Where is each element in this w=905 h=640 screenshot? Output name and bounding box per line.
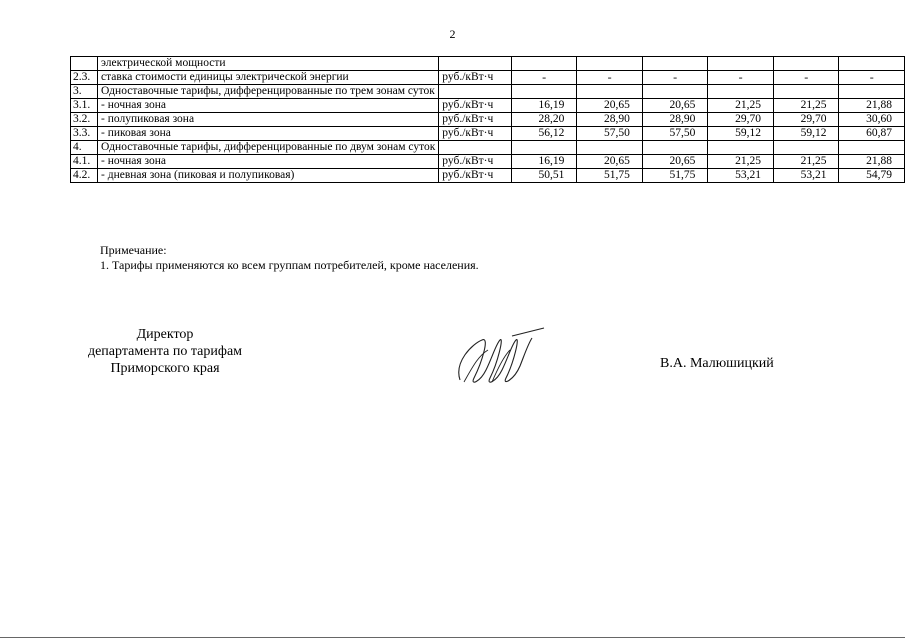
value-cell: 59,12 <box>708 127 774 141</box>
signer-title-line3: Приморского края <box>110 361 220 376</box>
value-cell: 56,12 <box>511 127 577 141</box>
value-cell: 16,19 <box>511 155 577 169</box>
row-index <box>71 57 98 71</box>
value-cell <box>839 57 905 71</box>
value-cell <box>511 57 577 71</box>
row-label: - пиковая зона <box>98 127 439 141</box>
row-index: 4.1. <box>71 155 98 169</box>
row-index: 2.3. <box>71 71 98 85</box>
table-row <box>71 155 905 169</box>
value-cell <box>642 57 708 71</box>
note <box>100 243 479 273</box>
empty-cell <box>577 85 643 99</box>
value-cell: 29,70 <box>773 113 839 127</box>
row-label: - дневная зона (пиковая и полупиковая) <box>98 169 439 183</box>
value-cell <box>708 57 774 71</box>
empty-cell <box>839 85 905 99</box>
note-text: 1. Тарифы применяются ко всем группам потребителей, кроме населения. <box>100 258 479 272</box>
row-label: - ночная зона <box>98 99 439 113</box>
row-index: 3.1. <box>71 99 98 113</box>
table-row <box>71 85 905 99</box>
value-cell: 51,75 <box>642 169 708 183</box>
unit-cell: руб./кВт·ч <box>439 99 512 113</box>
signer-title-line1: Директор <box>136 327 194 342</box>
empty-cell <box>773 141 839 155</box>
table-row <box>71 169 905 183</box>
value-cell: 21,88 <box>839 99 905 113</box>
value-cell: 53,21 <box>708 169 774 183</box>
value-cell: 16,19 <box>511 99 577 113</box>
value-cell: 57,50 <box>577 127 643 141</box>
empty-cell <box>642 85 708 99</box>
value-cell: - <box>839 71 905 85</box>
signer-block <box>70 326 260 377</box>
table-row <box>71 57 905 71</box>
value-cell: 30,60 <box>839 113 905 127</box>
empty-cell <box>577 141 643 155</box>
empty-cell <box>642 141 708 155</box>
empty-cell <box>708 141 774 155</box>
value-cell: 21,25 <box>773 99 839 113</box>
section-title: Одноставочные тарифы, дифференцированные по двум зонам суток <box>98 141 439 155</box>
value-cell: 28,90 <box>577 113 643 127</box>
scan-edge-line <box>0 637 905 638</box>
value-cell: 53,21 <box>773 169 839 183</box>
row-label: электрической мощности <box>98 57 439 71</box>
value-cell: 28,90 <box>642 113 708 127</box>
row-index: 4.2. <box>71 169 98 183</box>
value-cell: 20,65 <box>577 155 643 169</box>
unit-cell: руб./кВт·ч <box>439 113 512 127</box>
table-row <box>71 127 905 141</box>
row-index: 3. <box>71 85 98 99</box>
value-cell: 54,79 <box>839 169 905 183</box>
empty-cell <box>839 141 905 155</box>
value-cell: 20,65 <box>642 99 708 113</box>
value-cell: - <box>511 71 577 85</box>
value-cell <box>577 57 643 71</box>
row-index: 3.2. <box>71 113 98 127</box>
section-title: Одноставочные тарифы, дифференцированные по трем зонам суток <box>98 85 439 99</box>
value-cell: 50,51 <box>511 169 577 183</box>
signer-name: В.А. Малюшицкий <box>660 356 774 371</box>
row-label: ставка стоимости единицы электрической энергии <box>98 71 439 85</box>
empty-cell <box>511 85 577 99</box>
value-cell: 59,12 <box>773 127 839 141</box>
empty-cell <box>708 85 774 99</box>
note-heading: Примечание: <box>100 243 167 257</box>
table-row <box>71 71 905 85</box>
row-label: - полупиковая зона <box>98 113 439 127</box>
handwritten-signature <box>452 322 552 390</box>
empty-cell <box>511 141 577 155</box>
value-cell: 21,25 <box>708 99 774 113</box>
value-cell: - <box>708 71 774 85</box>
page-number: 2 <box>449 27 456 41</box>
unit-cell: руб./кВт·ч <box>439 127 512 141</box>
value-cell: 20,65 <box>642 155 708 169</box>
value-cell: 28,20 <box>511 113 577 127</box>
unit-cell: руб./кВт·ч <box>439 155 512 169</box>
table-row <box>71 141 905 155</box>
value-cell: 60,87 <box>839 127 905 141</box>
unit-cell <box>439 57 512 71</box>
value-cell: 57,50 <box>642 127 708 141</box>
value-cell: 29,70 <box>708 113 774 127</box>
empty-cell <box>773 85 839 99</box>
unit-cell: руб./кВт·ч <box>439 169 512 183</box>
unit-cell: руб./кВт·ч <box>439 71 512 85</box>
table-row <box>71 99 905 113</box>
value-cell <box>773 57 839 71</box>
table-row <box>71 113 905 127</box>
empty-cell <box>439 141 512 155</box>
value-cell: - <box>577 71 643 85</box>
tariff-table <box>70 56 905 183</box>
value-cell: 21,88 <box>839 155 905 169</box>
empty-cell <box>439 85 512 99</box>
signer-title-line2: департамента по тарифам <box>87 344 243 359</box>
value-cell: 21,25 <box>708 155 774 169</box>
value-cell: 51,75 <box>577 169 643 183</box>
row-label: - ночная зона <box>98 155 439 169</box>
row-index: 3.3. <box>71 127 98 141</box>
value-cell: 20,65 <box>577 99 643 113</box>
value-cell: - <box>773 71 839 85</box>
value-cell: - <box>642 71 708 85</box>
row-index: 4. <box>71 141 98 155</box>
value-cell: 21,25 <box>773 155 839 169</box>
